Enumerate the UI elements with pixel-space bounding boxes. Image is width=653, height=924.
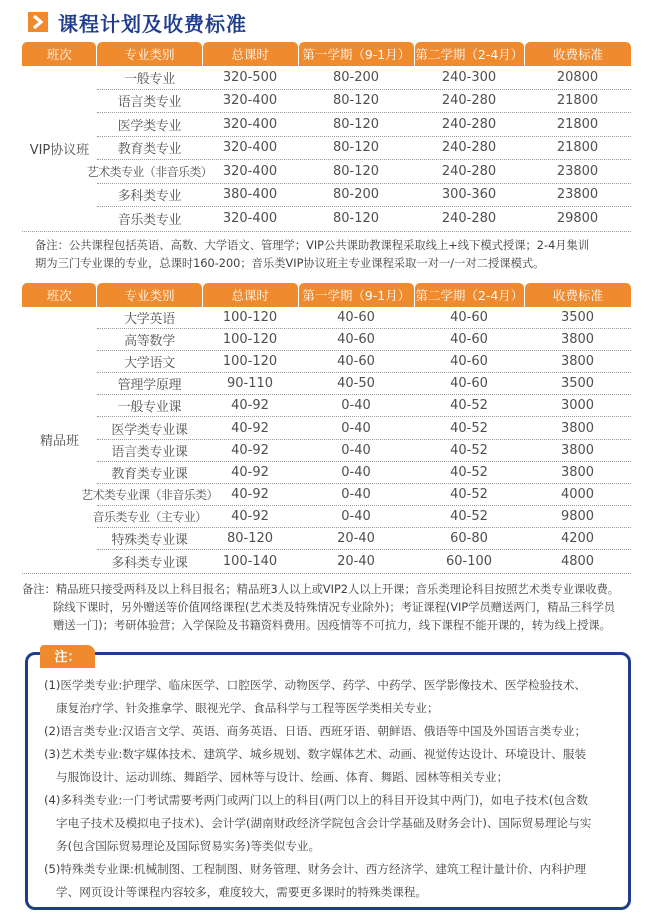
notes-item (44, 743, 624, 789)
major-cell: 大学语文 (124, 356, 175, 372)
term2-cell: 40-60 (450, 354, 488, 370)
table-header (22, 283, 631, 307)
notes-item (44, 858, 624, 904)
premium-table-note (22, 581, 634, 635)
major-cell: 高等数学 (124, 334, 175, 350)
fee-cell: 4800 (560, 553, 595, 569)
vip-fee-table (22, 42, 631, 231)
term1-cell: 0-40 (341, 508, 371, 524)
term2-cell: 240-280 (441, 163, 497, 179)
fee-cell: 3800 (560, 464, 595, 480)
table-row (97, 90, 631, 114)
major-cell: 特殊类专业课 (111, 532, 188, 548)
page-title (28, 10, 247, 34)
total-hours-cell: 100-120 (222, 354, 278, 370)
major-cell: 多科类专业 (117, 189, 182, 205)
total-hours-cell: 40-92 (231, 464, 269, 480)
total-hours-cell: 40-92 (231, 508, 269, 524)
table-row (97, 462, 631, 484)
table-row (97, 113, 631, 137)
fee-cell: 9800 (560, 508, 595, 524)
notes-item (44, 674, 624, 720)
term2-cell: 40-60 (450, 310, 488, 326)
total-hours-cell: 320-500 (222, 69, 278, 85)
fee-cell: 23800 (556, 163, 599, 179)
total-hours-cell: 320-400 (222, 116, 278, 132)
major-cell: 医学类专业课 (111, 422, 188, 438)
note-line: 赠送一门)；考研体验营；入学保险及书籍资料费用。因疫情等不可抗力，线下课程不能开课的，转为线上授课。 (53, 619, 611, 632)
fee-cell: 21800 (556, 116, 599, 132)
total-hours-cell: 40-92 (231, 420, 269, 436)
term1-cell: 80-120 (332, 93, 380, 109)
class-group-label: 精品班 (39, 434, 79, 450)
table-row (86, 160, 631, 184)
header-class: 班次 (22, 42, 96, 66)
total-hours-cell: 90-110 (226, 376, 274, 392)
title-text: 课程计划及收费标准 (58, 11, 247, 36)
table-rows (86, 66, 631, 231)
term2-cell: 60-80 (450, 530, 488, 546)
notes-item (44, 789, 624, 858)
total-hours-cell: 100-120 (222, 332, 278, 348)
notes-item-line: 字电子技术及模拟电子技术)、会计学(湖南财政经济学院包含会计学基础及财务会计)、国际贸易理论与实 (56, 816, 592, 830)
fee-cell: 3800 (560, 442, 595, 458)
notes-item-line: (3)艺术类专业:数字媒体技术、建筑学、城乡规划、数字媒体艺术、动画、视觉传达设计、环境设计、服装 (44, 747, 587, 761)
term1-cell: 0-40 (341, 464, 371, 480)
header-total-hours: 总课时 (203, 42, 298, 66)
major-cell: 管理学原理 (117, 378, 182, 394)
note-line: 备注：公共课程包括英语、高数、大学语文、管理学；VIP公共课助教课程采取线上+线下模式授课；2-4月集训 (35, 239, 590, 252)
table-body (22, 66, 631, 231)
total-hours-cell: 80-120 (226, 530, 274, 546)
term2-cell: 240-280 (441, 93, 497, 109)
notes-tag: 注： (40, 645, 95, 665)
total-hours-cell: 40-92 (231, 486, 269, 502)
fee-cell: 3500 (560, 310, 595, 326)
table-bottom-divider (22, 231, 631, 232)
notes-item-line: 务(包含国际贸易理论及国际贸易实务)等类似专业。 (56, 839, 321, 853)
term2-cell: 40-60 (450, 376, 488, 392)
header-major: 专业类别 (97, 283, 201, 307)
fee-cell: 4200 (560, 530, 595, 546)
major-cell: 教育类专业 (117, 142, 182, 158)
total-hours-cell: 320-400 (222, 163, 278, 179)
term2-cell: 40-60 (450, 332, 488, 348)
total-hours-cell: 320-400 (222, 140, 278, 156)
fee-cell: 4000 (560, 486, 595, 502)
table-header (22, 42, 631, 66)
vip-table-note (35, 237, 635, 273)
major-cell: 艺术类专业（非音乐类） (86, 164, 213, 179)
major-cell: 音乐类专业 (117, 213, 182, 229)
term1-cell: 40-50 (337, 376, 375, 392)
major-cell: 语言类专业 (117, 95, 182, 111)
fee-cell: 21800 (556, 93, 599, 109)
major-cell: 音乐类专业（主专业） (92, 509, 207, 524)
chevron-right-icon (28, 12, 48, 32)
table-row (97, 207, 631, 231)
header-term2: 第二学期（2-4月） (415, 42, 524, 66)
term1-cell: 0-40 (341, 486, 371, 502)
table-row (97, 137, 631, 161)
term2-cell: 240-280 (441, 140, 497, 156)
header-total-hours: 总课时 (203, 283, 298, 307)
term1-cell: 40-60 (337, 310, 375, 326)
note-line: 除线下课时，另外赠送等价值网络课程(艺术类及特殊情况专业除外)；考证课程(VIP学员赠送两门，精品三科学员 (53, 601, 616, 614)
term2-cell: 40-52 (450, 420, 488, 436)
header-fee: 收费标准 (525, 283, 631, 307)
term1-cell: 40-60 (337, 354, 375, 370)
notes-item-line: (5)特殊类专业课:机械制图、工程制图、财务管理、财务会计、西方经济学、建筑工程计量计价、内科护理 (44, 862, 587, 876)
term1-cell: 40-60 (337, 332, 375, 348)
header-term1: 第一学期（9-1月） (299, 42, 414, 66)
table-row (97, 307, 631, 329)
premium-fee-table (22, 283, 631, 572)
fee-cell: 20800 (556, 69, 599, 85)
fee-cell: 29800 (556, 211, 599, 227)
major-cell: 大学英语 (124, 312, 175, 328)
total-hours-cell: 100-140 (222, 553, 278, 569)
table-row (97, 395, 631, 417)
header-major: 专业类别 (97, 42, 201, 66)
term2-cell: 300-360 (441, 187, 497, 203)
table-rows (81, 307, 631, 572)
term2-cell: 40-52 (450, 464, 488, 480)
term1-cell: 80-120 (332, 116, 380, 132)
table-bottom-divider (22, 573, 631, 574)
term2-cell: 240-280 (441, 116, 497, 132)
fee-cell: 21800 (556, 140, 599, 156)
note-line: 期为三门专业课的专业，总课时160-200；音乐类VIP协议班主专业课程采取一对一/一对二授课模式。 (35, 257, 545, 270)
header-fee: 收费标准 (525, 42, 631, 66)
major-cell: 一般专业 (124, 71, 175, 87)
term1-cell: 80-120 (332, 211, 380, 227)
table-body (22, 307, 631, 572)
term2-cell: 60-100 (445, 553, 493, 569)
term1-cell: 20-40 (337, 553, 375, 569)
term1-cell: 20-40 (337, 530, 375, 546)
notes-list (44, 674, 624, 904)
notes-item-line: (4)多科类专业:一门考试需要考两门或两门以上的科目(两门以上的科目开设其中两门)，如电子技术(包含数 (44, 793, 589, 807)
table-row (97, 184, 631, 208)
term2-cell: 40-52 (450, 398, 488, 414)
major-cell: 教育类专业课 (111, 466, 188, 482)
header-class: 班次 (22, 283, 96, 307)
term2-cell: 40-52 (450, 486, 488, 502)
fee-cell: 3800 (560, 354, 595, 370)
notes-item (44, 720, 624, 743)
header-term2: 第二学期（2-4月） (415, 283, 524, 307)
table-row (97, 440, 631, 462)
total-hours-cell: 320-400 (222, 211, 278, 227)
notes-item-line: (1)医学类专业:护理学、临床医学、口腔医学、动物医学、药学、中药学、医学影像技术、医学检验技术、 (44, 678, 587, 692)
table-row (97, 417, 631, 439)
total-hours-cell: 40-92 (231, 398, 269, 414)
fee-cell: 3800 (560, 332, 595, 348)
total-hours-cell: 380-400 (222, 187, 278, 203)
table-row (97, 329, 631, 351)
term1-cell: 80-120 (332, 140, 380, 156)
notes-item-line: 学、网页设计等课程内容较多，难度较大，需要更多课时的特殊类课程。 (56, 885, 428, 899)
notes-item-line: 与服饰设计、运动训练、舞蹈学、园林等与设计、绘画、体育、舞蹈、园林等相关专业； (56, 770, 509, 784)
class-group-label: VIP协议班 (29, 142, 90, 158)
fee-cell: 3000 (560, 398, 595, 414)
table-row (92, 506, 631, 528)
term1-cell: 0-40 (341, 442, 371, 458)
term1-cell: 80-120 (332, 163, 380, 179)
term1-cell: 80-200 (332, 69, 380, 85)
table-row (81, 484, 631, 506)
note-line: 备注：精品班只接受两科及以上科目报名；精品班3人以上或VIP2人以上开课；音乐类理论科目按照艺术类专业课收费。 (22, 583, 620, 596)
total-hours-cell: 320-400 (222, 93, 278, 109)
major-cell: 语言类专业课 (111, 444, 188, 460)
term1-cell: 0-40 (341, 398, 371, 414)
fee-cell: 23800 (556, 187, 599, 203)
notes-item-line: (2)语言类专业:汉语言文学、英语、商务英语、日语、西班牙语、朝鲜语、俄语等中国及外国语言类专业； (44, 724, 587, 738)
total-hours-cell: 100-120 (222, 310, 278, 326)
major-cell: 多科类专业课 (111, 555, 188, 571)
major-cell: 艺术类专业课（非音乐类） (81, 487, 218, 502)
term2-cell: 40-52 (450, 442, 488, 458)
total-hours-cell: 40-92 (231, 442, 269, 458)
table-row (97, 373, 631, 395)
fee-cell: 3800 (560, 420, 595, 436)
term2-cell: 240-280 (441, 211, 497, 227)
term2-cell: 40-52 (450, 508, 488, 524)
term1-cell: 80-200 (332, 187, 380, 203)
term2-cell: 240-300 (441, 69, 497, 85)
major-cell: 一般专业课 (117, 400, 182, 416)
notes-item-line: 康复治疗学、针灸推拿学、眼视光学、食品科学与工程等医学类相关专业； (56, 701, 439, 715)
term1-cell: 0-40 (341, 420, 371, 436)
table-row (97, 351, 631, 373)
table-row (97, 550, 631, 572)
fee-cell: 3500 (560, 376, 595, 392)
header-term1: 第一学期（9-1月） (299, 283, 414, 307)
table-row (97, 528, 631, 550)
major-cell: 医学类专业 (117, 118, 182, 134)
table-row (97, 66, 631, 90)
